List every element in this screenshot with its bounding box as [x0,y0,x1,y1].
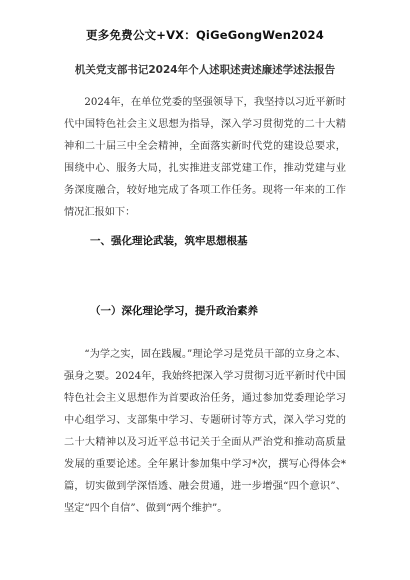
section-heading: 一、强化理论武装，筑牢思想根基 [90,235,248,247]
promo-banner: 更多免费公文+VX：QiGeGongWen2024 [86,28,324,42]
intro-paragraph: 2024年，在单位党委的坚强领导下，我坚持以习近平新时代中国特色社会主义思想为指导，深入学习贯彻党的二十大精神和二十届三中全会精神，全面落实新时代党的建设总要求，围绕中心、服务大局，扎实推进支部党建工作，推动党建与业务深度融合，较好地完成了各项工作任务。现将一年来的工作情况汇报如下： [64,97,346,218]
subsection-heading: （一）深化理论学习，提升政治素养 [90,305,258,317]
document-title: 机关党支部书记2024年个人述职述责述廉述学述法报告 [74,64,336,76]
body-paragraph: “为学之实，固在践履。”理论学习是党员干部的立身之本、强身之要。2024年，我始终把深入学习贯彻习近平新时代中国特色社会主义思想作为首要政治任务，通过参加党委理论学习中心组学习、支部集中学习、专题研讨等方式，深入学习党的二十大精神以及习近平总书记关于全面从严治党和推动高质量发展的重要论述。全年累计参加集中学习*次，撰写心得体会*篇，切实做到学深悟透、融会贯通，进一步增强“四个意识”、坚定“四个自信”、做到“两个维护”。 [64,349,346,514]
